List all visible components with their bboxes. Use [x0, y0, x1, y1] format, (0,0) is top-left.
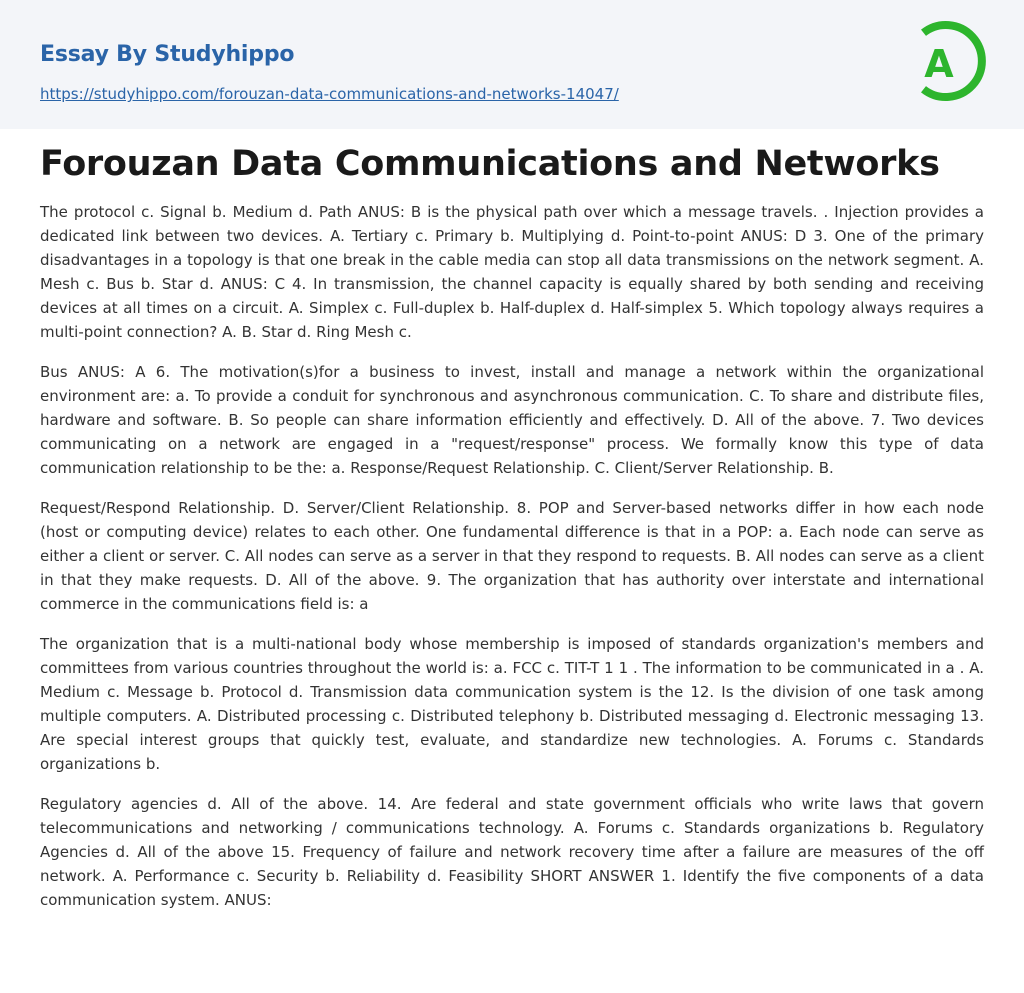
site-header	[0, 0, 1024, 129]
essay-paragraph: Regulatory agencies d. All of the above. 14. Are federal and state government officials who write laws that govern telecommunications and networking / communications technology. A. Forums c. Standards organizations b. Regulatory Agencies d. All of the above 15. Frequency of failure and network recovery time after a failure are measures of the off network. A. Performance c. Security b. Reliability d. Feasibility SHORT ANSWER 1. Identify the five components of a data communication system. ANUS:	[40, 795, 984, 909]
essay-paragraph: The organization that is a multi-national body whose membership is imposed of standards organization's members and committees from various countries throughout the world is: a. FCC c. TIT-T 1 1 . The information to be communicated in a . A. Medium c. Message b. Protocol d. Transmission data communication system is the 12. Is the division of one task among multiple computers. A. Distributed processing c. Distributed telephony b. Distributed messaging d. Electronic messaging 13. Are special interest groups that quickly test, evaluate, and standardize new technologies. A. Forums c. Standards organizations b.	[40, 635, 984, 773]
essay-paragraph: Request/Respond Relationship. D. Server/Client Relationship. 8. POP and Server-based networks differ in how each node (host or computing device) relates to each other. One fundamental difference is that in a POP: a. Each node can serve as either a client or server. C. All nodes can serve as a server in that they respond to requests. B. All nodes can serve as a client in that they make requests. D. All of the above. 9. The organization that has authority over interstate and international commerce in the communications field is: a	[40, 499, 984, 613]
essay-paragraph: Bus ANUS: A 6. The motivation(s)for a business to invest, install and manage a network within the organizational environment are: a. To provide a conduit for synchronous and asynchronous communication. C. To share and distribute files, hardware and software. B. So people can share information efficiently and effectively. D. All of the above. 7. Two devices communicating on a network are engaged in a "request/response" process. We formally know this type of data communication relationship to be the: a. Response/Request Relationship. C. Client/Server Relationship. B.	[40, 363, 984, 477]
site-brand[interactable]: Essay By Studyhippo	[40, 42, 295, 67]
logo-letter: A	[924, 42, 954, 86]
essay-url-link[interactable]: https://studyhippo.com/forouzan-data-communications-and-networks-14047/	[40, 85, 619, 103]
essay-body	[40, 200, 984, 928]
essay-paragraph: The protocol c. Signal b. Medium d. Path ANUS: B is the physical path over which a message travels. . Injection provides a dedicated link between two devices. A. Tertiary c. Primary b. Multiplying d. Point-to-point ANUS: D 3. One of the primary disadvantages in a topology is that one break in the cable media can stop all data transmissions on the network segment. A. Mesh c. Bus b. Star d. ANUS: C 4. In transmission, the channel capacity is equally shared by both sending and receiving devices at all times on a circuit. A. Simplex c. Full-duplex b. Half-duplex d. Half-simplex 5. Which topology always requires a multi-point connection? A. B. Star d. Ring Mesh c.	[40, 203, 984, 341]
page-title: Forouzan Data Communications and Networks	[40, 144, 940, 184]
studyhippo-logo-icon[interactable]	[909, 18, 987, 106]
